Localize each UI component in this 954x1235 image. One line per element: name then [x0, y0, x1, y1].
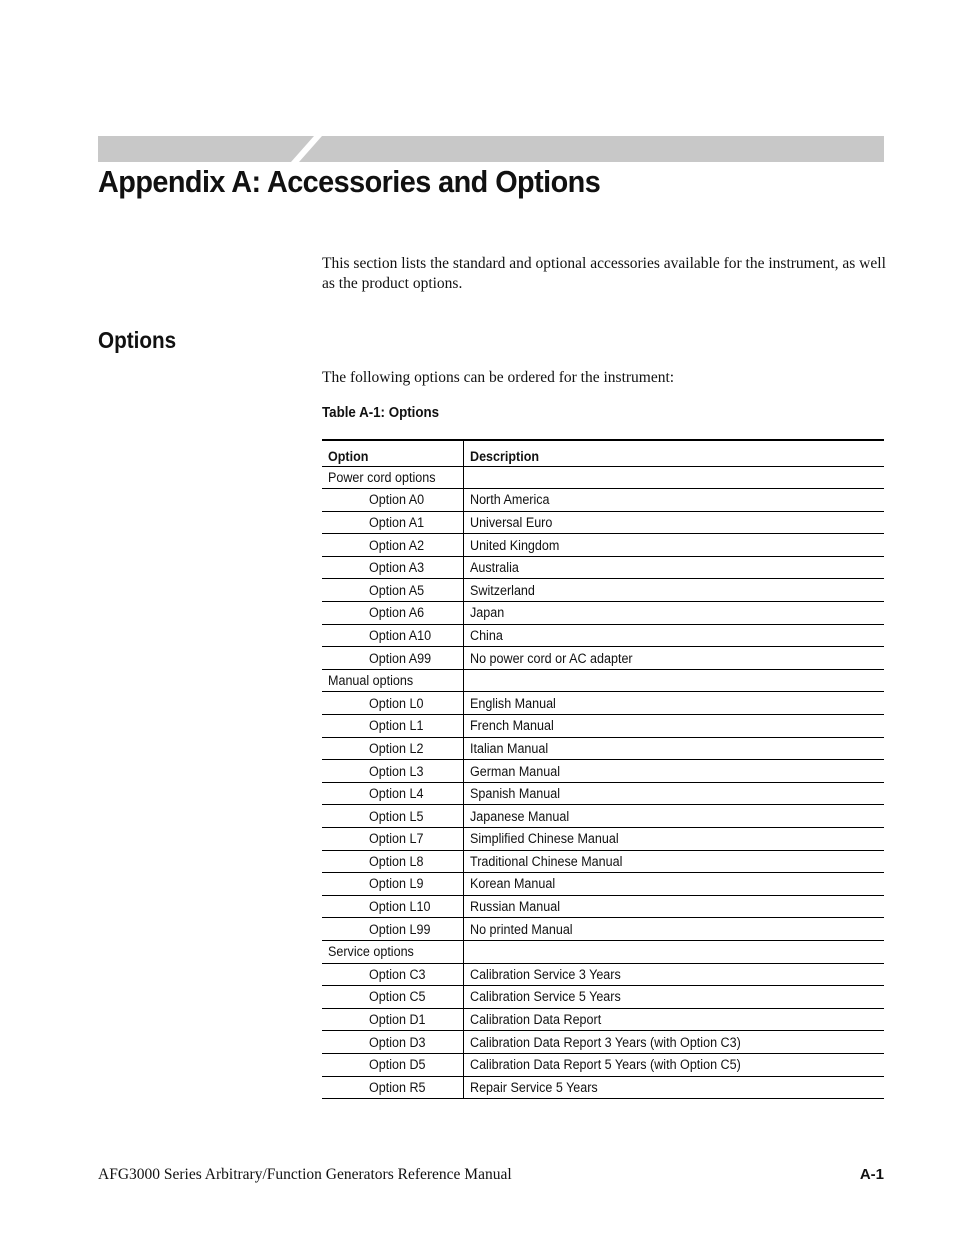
option-description: Calibration Service 3 Years	[463, 963, 884, 986]
table-group-row	[322, 466, 884, 489]
option-description: No power cord or AC adapter	[463, 647, 884, 670]
option-description: No printed Manual	[463, 918, 884, 941]
table-row	[322, 534, 884, 557]
option-code: Option L4	[322, 782, 463, 805]
option-description: Traditional Chinese Manual	[463, 850, 884, 873]
table-row	[322, 895, 884, 918]
table-header-row	[322, 440, 884, 466]
option-code: Option L5	[322, 805, 463, 828]
column-header-option: Option	[322, 440, 463, 466]
option-description: Switzerland	[463, 579, 884, 602]
option-description	[463, 466, 884, 489]
option-description: Calibration Data Report 5 Years (with Option C5)	[463, 1053, 884, 1076]
table-row	[322, 850, 884, 873]
option-code: Option L7	[322, 828, 463, 851]
section-heading-options: Options	[98, 327, 177, 353]
table-row	[322, 1076, 884, 1099]
option-description: Calibration Data Report 3 Years (with Option C3)	[463, 1031, 884, 1054]
table-group-row	[322, 669, 884, 692]
option-code: Option L1	[322, 715, 463, 738]
option-code: Option A6	[322, 602, 463, 625]
option-code: Option A2	[322, 534, 463, 557]
option-description: French Manual	[463, 715, 884, 738]
option-description: Calibration Service 5 Years	[463, 986, 884, 1009]
option-description: Japan	[463, 602, 884, 625]
option-description: United Kingdom	[463, 534, 884, 557]
table-row	[322, 556, 884, 579]
option-description: Simplified Chinese Manual	[463, 828, 884, 851]
table-row	[322, 760, 884, 783]
table-row	[322, 579, 884, 602]
option-description: Italian Manual	[463, 737, 884, 760]
table-row	[322, 737, 884, 760]
option-code: Option L9	[322, 873, 463, 896]
options-table	[322, 439, 884, 1099]
table-row	[322, 986, 884, 1009]
option-code: Option L2	[322, 737, 463, 760]
table-row	[322, 828, 884, 851]
table-row	[322, 715, 884, 738]
option-code: Option R5	[322, 1076, 463, 1099]
option-code: Option C5	[322, 986, 463, 1009]
option-code: Option A0	[322, 489, 463, 512]
column-header-description: Description	[463, 440, 884, 466]
table-row	[322, 489, 884, 512]
option-code: Option A3	[322, 556, 463, 579]
option-code: Option L10	[322, 895, 463, 918]
option-code: Option D5	[322, 1053, 463, 1076]
option-code: Option A10	[322, 624, 463, 647]
table-row	[322, 918, 884, 941]
option-code: Option D3	[322, 1031, 463, 1054]
option-code: Option A99	[322, 647, 463, 670]
footer-page-number: A-1	[859, 1166, 884, 1183]
table-row	[322, 624, 884, 647]
option-description	[463, 669, 884, 692]
option-description: Russian Manual	[463, 895, 884, 918]
table-group-row	[322, 940, 884, 963]
table-row	[322, 647, 884, 670]
table-row	[322, 511, 884, 534]
option-description: Spanish Manual	[463, 782, 884, 805]
option-description: Universal Euro	[463, 511, 884, 534]
option-code: Option A5	[322, 579, 463, 602]
option-description: Calibration Data Report	[463, 1008, 884, 1031]
option-code: Option L8	[322, 850, 463, 873]
table-row	[322, 602, 884, 625]
option-code: Option D1	[322, 1008, 463, 1031]
option-code: Option L0	[322, 692, 463, 715]
option-code: Option L3	[322, 760, 463, 783]
table-caption: Table A-1: Options	[322, 405, 440, 421]
table-row	[322, 692, 884, 715]
option-group-label: Service options	[322, 940, 463, 963]
options-lead-text: The following options can be ordered for the instrument:	[322, 369, 675, 386]
table-row	[322, 873, 884, 896]
option-description: China	[463, 624, 884, 647]
intro-paragraph: This section lists the standard and optional accessories available for the instrument, as well as the product options.	[322, 255, 886, 292]
option-description: Korean Manual	[463, 873, 884, 896]
table-row	[322, 1053, 884, 1076]
options-table-body	[322, 466, 884, 1099]
option-description: Australia	[463, 556, 884, 579]
option-description	[463, 940, 884, 963]
table-row	[322, 963, 884, 986]
footer-manual-title: AFG3000 Series Arbitrary/Function Generators Reference Manual	[98, 1166, 512, 1183]
chapter-header-band	[98, 136, 884, 162]
option-description: Japanese Manual	[463, 805, 884, 828]
chapter-title: Appendix A: Accessories and Options	[98, 164, 601, 199]
table-row	[322, 1008, 884, 1031]
option-description: North America	[463, 489, 884, 512]
option-group-label: Manual options	[322, 669, 463, 692]
table-row	[322, 1031, 884, 1054]
option-code: Option L99	[322, 918, 463, 941]
option-description: English Manual	[463, 692, 884, 715]
table-row	[322, 782, 884, 805]
option-code: Option C3	[322, 963, 463, 986]
table-row	[322, 805, 884, 828]
option-description: Repair Service 5 Years	[463, 1076, 884, 1099]
option-group-label: Power cord options	[322, 466, 463, 489]
option-description: German Manual	[463, 760, 884, 783]
option-code: Option A1	[322, 511, 463, 534]
